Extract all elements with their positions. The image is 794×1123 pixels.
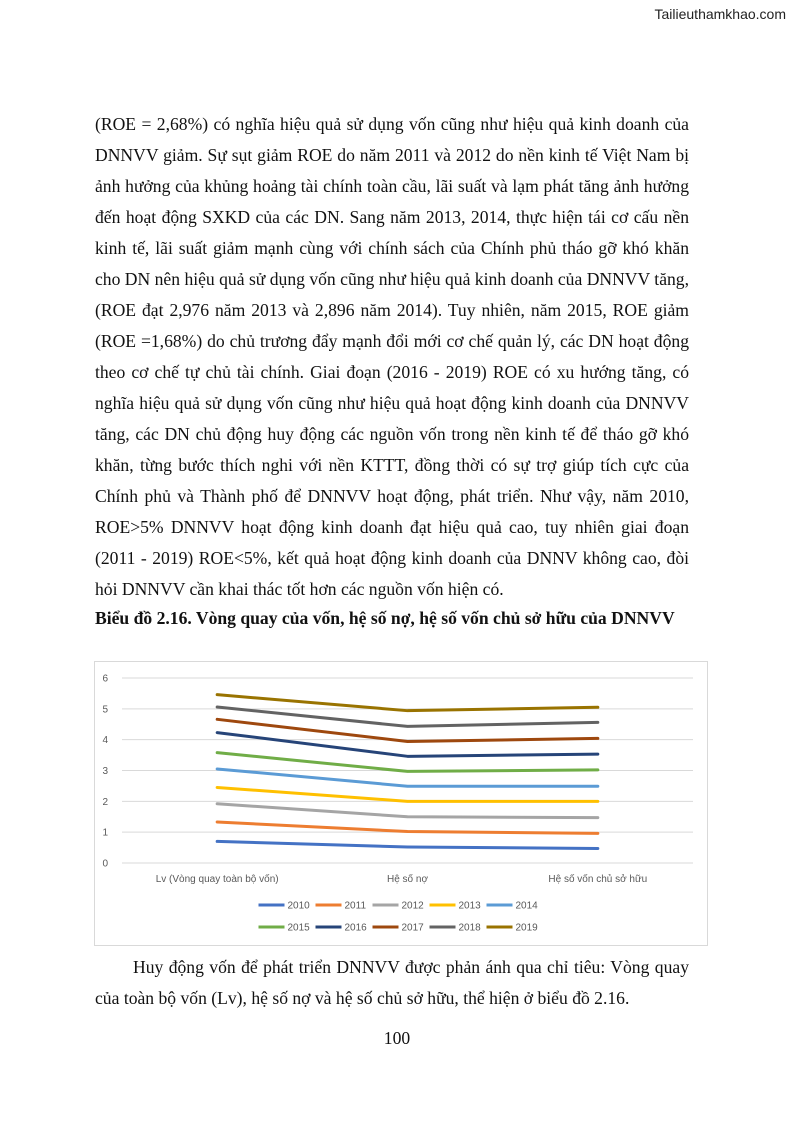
- line-chart: [94, 661, 708, 946]
- legend-label-2010: 2010: [287, 900, 310, 912]
- body-paragraph-2: [95, 952, 689, 1014]
- legend-label-2018: 2018: [458, 922, 481, 934]
- y-tick-label: 1: [102, 827, 108, 839]
- legend-label-2019: 2019: [515, 922, 538, 934]
- page-number: 100: [383, 1028, 411, 1048]
- legend-label-2017: 2017: [401, 922, 424, 934]
- text-line: của toàn bộ vốn (Lv), hệ số nợ và hệ số chủ sở hữu, thể hiện ở biểu đồ 2.16.: [95, 988, 630, 1008]
- text-line: hỏi DNNVV cần khai thác tốt hơn các nguồn vốn hiện có.: [95, 579, 504, 599]
- y-tick-label: 2: [102, 796, 108, 808]
- series-line-2012: [217, 804, 598, 818]
- series-line-2016: [217, 733, 598, 757]
- text-line: Huy động vốn để phát triển DNNVV được phản ánh qua chỉ tiêu: Vòng quay: [133, 957, 689, 977]
- text-line: cho DN nên hiệu quả sử dụng vốn cũng như hiệu quả kinh doanh của DNNVV tăng,: [95, 269, 689, 289]
- legend-label-2014: 2014: [515, 900, 538, 912]
- text-line: kinh tế, lãi suất giảm mạnh cùng với chính sách của Chính phủ tháo gỡ khó khăn: [95, 238, 689, 258]
- figure-caption: Biểu đồ 2.16. Vòng quay của vốn, hệ số nợ, hệ số vốn chủ sở hữu của DNNVV: [95, 608, 675, 628]
- text-line: ảnh hưởng của khủng hoảng tài chính toàn cầu, lãi suất và lạm phát tăng ảnh hưởng: [95, 176, 689, 196]
- legend-label-2016: 2016: [344, 922, 367, 934]
- chart-svg: [95, 662, 707, 945]
- legend-label-2015: 2015: [287, 922, 310, 934]
- text-line: đến hoạt động SXKD của các DN. Sang năm 2013, 2014, thực hiện tái cơ cấu nền: [95, 207, 689, 227]
- y-tick-label: 6: [102, 673, 108, 685]
- legend-label-2012: 2012: [401, 900, 424, 912]
- text-line: ROE>5% DNNVV hoạt động kinh doanh đạt hiệu quả cao, tuy nhiên giai đoạn: [95, 517, 689, 537]
- series-line-2013: [217, 787, 598, 801]
- text-line: (ROE =1,68%) do chủ trương đẩy mạnh đổi mới cơ chế quản lý, các DN hoạt động: [95, 331, 689, 351]
- body-paragraph-1: [95, 109, 689, 605]
- legend-label-2011: 2011: [344, 900, 367, 912]
- text-line: Chính phủ và Thành phố để DNNVV hoạt động, phát triển. Như vậy, năm 2010,: [95, 486, 689, 506]
- text-line: theo cơ chế tự chủ tài chính. Giai đoạn (2016 - 2019) ROE có xu hướng tăng, có: [95, 362, 689, 382]
- text-line: (2011 - 2019) ROE<5%, kết quả hoạt động kinh doanh của DNNV không cao, đòi: [95, 548, 689, 568]
- text-line: nghĩa hiệu quả sử dụng vốn cũng như hiệu quả hoạt động kinh doanh của DNNVV: [95, 393, 689, 413]
- text-line: (ROE đạt 2,976 năm 2013 và 2,896 năm 2014). Tuy nhiên, năm 2015, ROE giảm: [95, 300, 689, 320]
- legend-label-2013: 2013: [458, 900, 481, 912]
- text-line: (ROE = 2,68%) có nghĩa hiệu quả sử dụng vốn cũng như hiệu quả kinh doanh của: [95, 114, 689, 134]
- text-line: khăn, từng bước thích nghi với nền KTTT, đồng thời có sự trợ giúp tích cực của: [95, 455, 689, 475]
- text-line: DNNVV giảm. Sự sụt giảm ROE do năm 2011 và 2012 do nền kinh tế Việt Nam bị: [95, 145, 689, 165]
- y-tick-label: 0: [102, 858, 108, 870]
- y-tick-label: 5: [102, 704, 108, 716]
- series-line-2019: [217, 695, 598, 711]
- y-tick-label: 4: [102, 735, 108, 747]
- x-tick-label: Lv (Vòng quay toàn bộ vốn): [155, 874, 279, 885]
- x-tick-label: Hệ số nợ: [386, 874, 429, 885]
- x-tick-label: Hệ số vốn chủ sở hữu: [548, 874, 648, 885]
- text-line: tăng, các DN chủ động huy động các nguồn vốn trong nền kinh tế để tháo gỡ khó: [95, 424, 689, 444]
- y-tick-label: 3: [102, 766, 108, 777]
- watermark: Tailieuthamkhao.com: [654, 6, 786, 22]
- series-line-2010: [217, 841, 598, 848]
